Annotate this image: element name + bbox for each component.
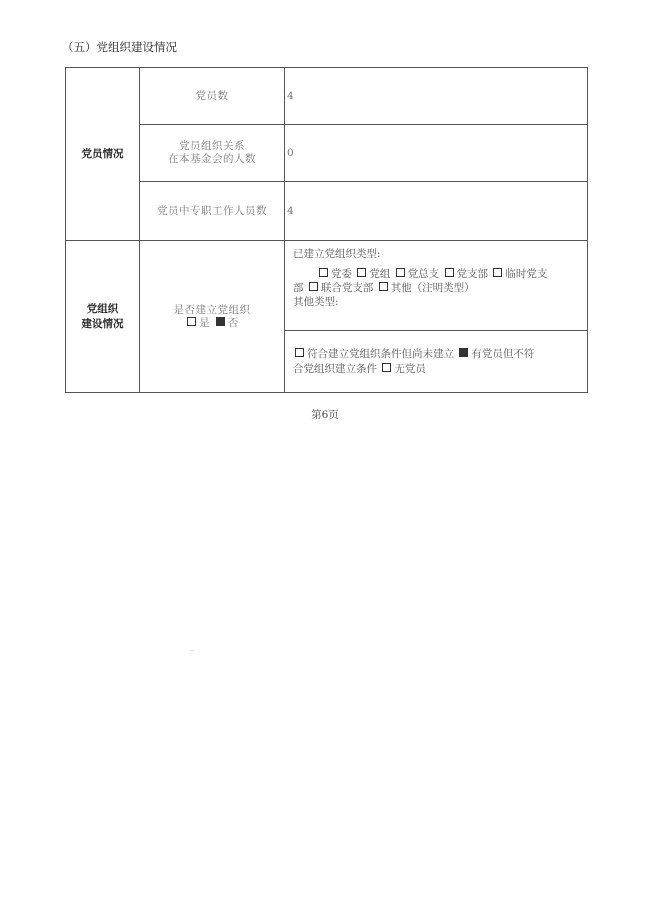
yes-label: 是 bbox=[199, 316, 211, 329]
establish-question-cell bbox=[140, 241, 285, 393]
type-label-3: 党总支 bbox=[407, 268, 440, 280]
establish-question-text: 是否建立党组织 bbox=[173, 303, 251, 316]
condition-checkbox-2-checked[interactable] bbox=[459, 348, 468, 357]
no-label: 否 bbox=[227, 316, 239, 329]
type-label-4: 党支部 bbox=[456, 268, 489, 280]
other-types-label: 其他类型: bbox=[293, 296, 339, 308]
member-count-label bbox=[140, 68, 285, 125]
member-relations-value-text: 0 bbox=[287, 147, 294, 159]
org-types-line2 bbox=[293, 281, 581, 295]
type-checkbox-1[interactable] bbox=[319, 268, 328, 277]
member-relations-label-line1: 党员组织关系 bbox=[179, 140, 245, 152]
party-organization-table bbox=[65, 67, 588, 393]
condition-label-2-part2: 合党组织建立条件 bbox=[293, 362, 377, 375]
fulltime-member-value-text: 4 bbox=[287, 205, 294, 217]
member-relations-value[interactable] bbox=[285, 125, 588, 182]
member-count-value[interactable] bbox=[285, 68, 588, 125]
type-label-5: 临时党支 bbox=[505, 268, 548, 280]
party-org-category-line2: 建设情况 bbox=[81, 317, 124, 330]
fulltime-member-label-text: 党员中专职工作人员数 bbox=[157, 204, 267, 217]
member-count-label-text: 党员数 bbox=[195, 89, 229, 102]
type-checkbox-3[interactable] bbox=[396, 268, 405, 277]
type-checkbox-5[interactable] bbox=[493, 268, 502, 277]
type-checkbox-4[interactable] bbox=[445, 268, 454, 277]
condition-checkbox-3[interactable] bbox=[382, 363, 391, 372]
section-title: （五）党组织建设情况 bbox=[62, 40, 177, 54]
scan-speck: ⁻ bbox=[190, 648, 195, 657]
members-category-cell bbox=[66, 68, 140, 241]
type-label-7: 其他（注明类型） bbox=[390, 282, 475, 294]
condition-checkbox-1[interactable] bbox=[295, 348, 304, 357]
org-types-heading: 已建立党组织类型: bbox=[293, 248, 381, 260]
member-relations-label-line2: 在本基金会的人数 bbox=[168, 153, 256, 165]
type-checkbox-7[interactable] bbox=[379, 282, 388, 291]
type-label-1: 党委 bbox=[331, 268, 352, 280]
condition-label-3: 无党员 bbox=[394, 362, 426, 375]
party-org-category-line1: 党组织 bbox=[86, 302, 119, 315]
type-checkbox-6[interactable] bbox=[309, 282, 318, 291]
fulltime-member-label bbox=[140, 182, 285, 241]
yes-checkbox[interactable] bbox=[187, 317, 196, 326]
members-category-label: 党员情况 bbox=[81, 147, 124, 160]
condition-label-2-part1: 有党员但不符 bbox=[471, 347, 535, 360]
org-types-line1 bbox=[293, 267, 581, 281]
fulltime-member-value[interactable] bbox=[285, 182, 588, 241]
member-count-value-text: 4 bbox=[287, 90, 294, 102]
page-number: 第6页 bbox=[311, 409, 339, 421]
no-checkbox-checked[interactable] bbox=[216, 317, 225, 326]
type-checkbox-2[interactable] bbox=[357, 268, 366, 277]
party-org-category-cell bbox=[66, 241, 140, 393]
type-label-2: 党组 bbox=[369, 268, 391, 280]
condition-label-1: 符合建立党组织条件但尚未建立 bbox=[307, 347, 454, 360]
condition-cell bbox=[285, 331, 588, 393]
type-label-5-wrap: 部 bbox=[293, 282, 304, 294]
org-types-cell bbox=[285, 241, 588, 331]
type-label-6: 联合党支部 bbox=[320, 282, 374, 294]
member-relations-label bbox=[140, 125, 285, 182]
